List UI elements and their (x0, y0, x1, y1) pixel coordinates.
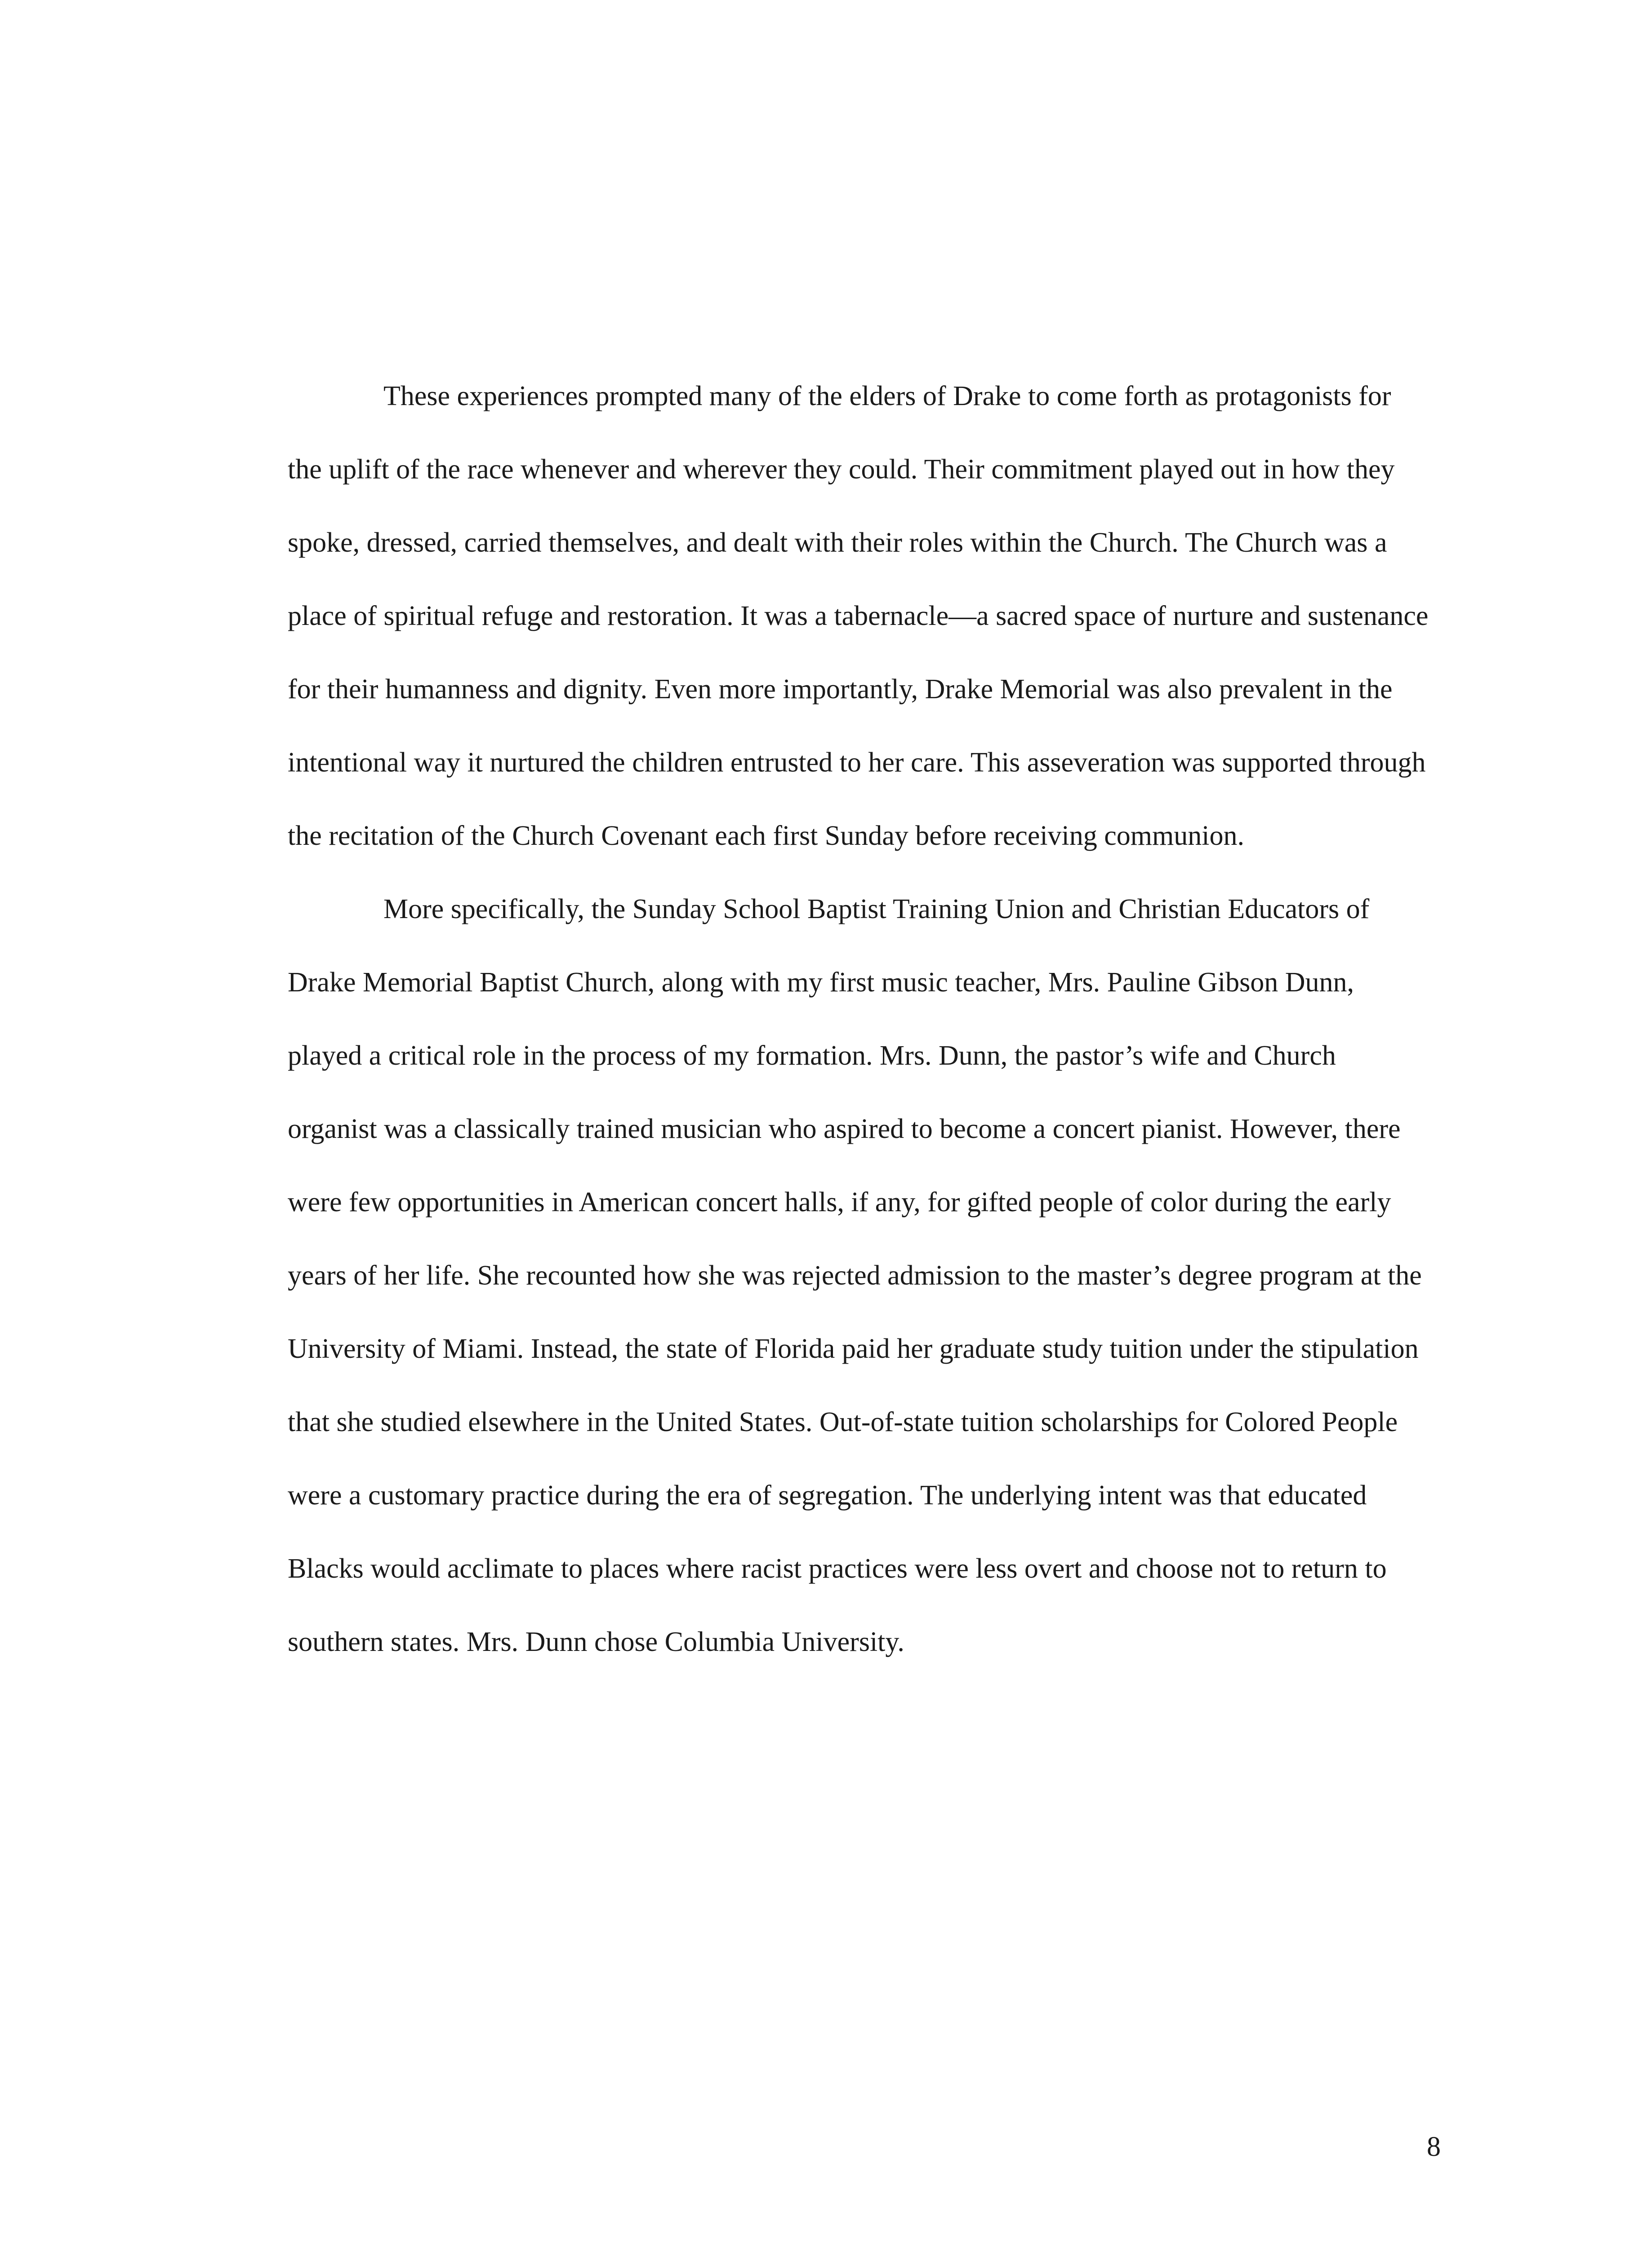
body-text (288, 360, 1432, 1679)
paragraph-2: More specifically, the Sunday School Baptist Training Union and Christian Educators of Drake Memorial Baptist Church, along with my first music teacher, Mrs. Pauline Gibson Dunn, played a critical role in the process of my formation. Mrs. Dunn, the pastor’s wife and Church organist was a classically trained musician who aspired to become a concert pianist. However, there were few opportunities in American concert halls, if any, for gifted people of color during the early years of her life. She recounted how she was rejected admission to the master’s degree program at the University of Miami. Instead, the state of Florida paid her graduate study tuition under the stipulation that she studied elsewhere in the United States. Out-of-state tuition scholarships for Colored People were a customary practice during the era of segregation. The underlying intent was that educated Blacks would acclimate to places where racist practices were less overt and choose not to return to southern states. Mrs. Dunn chose Columbia University. (288, 894, 1422, 1657)
page-number: 8 (1427, 2132, 1441, 2162)
paragraph-1: These experiences prompted many of the elders of Drake to come forth as protagonists for the uplift of the race whenever and wherever they could. Their commitment played out in how they spoke, dressed, carried themselves, and dealt with their roles within the Church. The Church was a place of spiritual refuge and restoration. It was a tabernacle—a sacred space of nurture and sustenance for their humanness and dignity. Even more importantly, Drake Memorial was also prevalent in the intentional way it nurtured the children entrusted to her care. This asseveration was supported through the recitation of the Church Covenant each first Sunday before receiving communion. (288, 381, 1429, 851)
